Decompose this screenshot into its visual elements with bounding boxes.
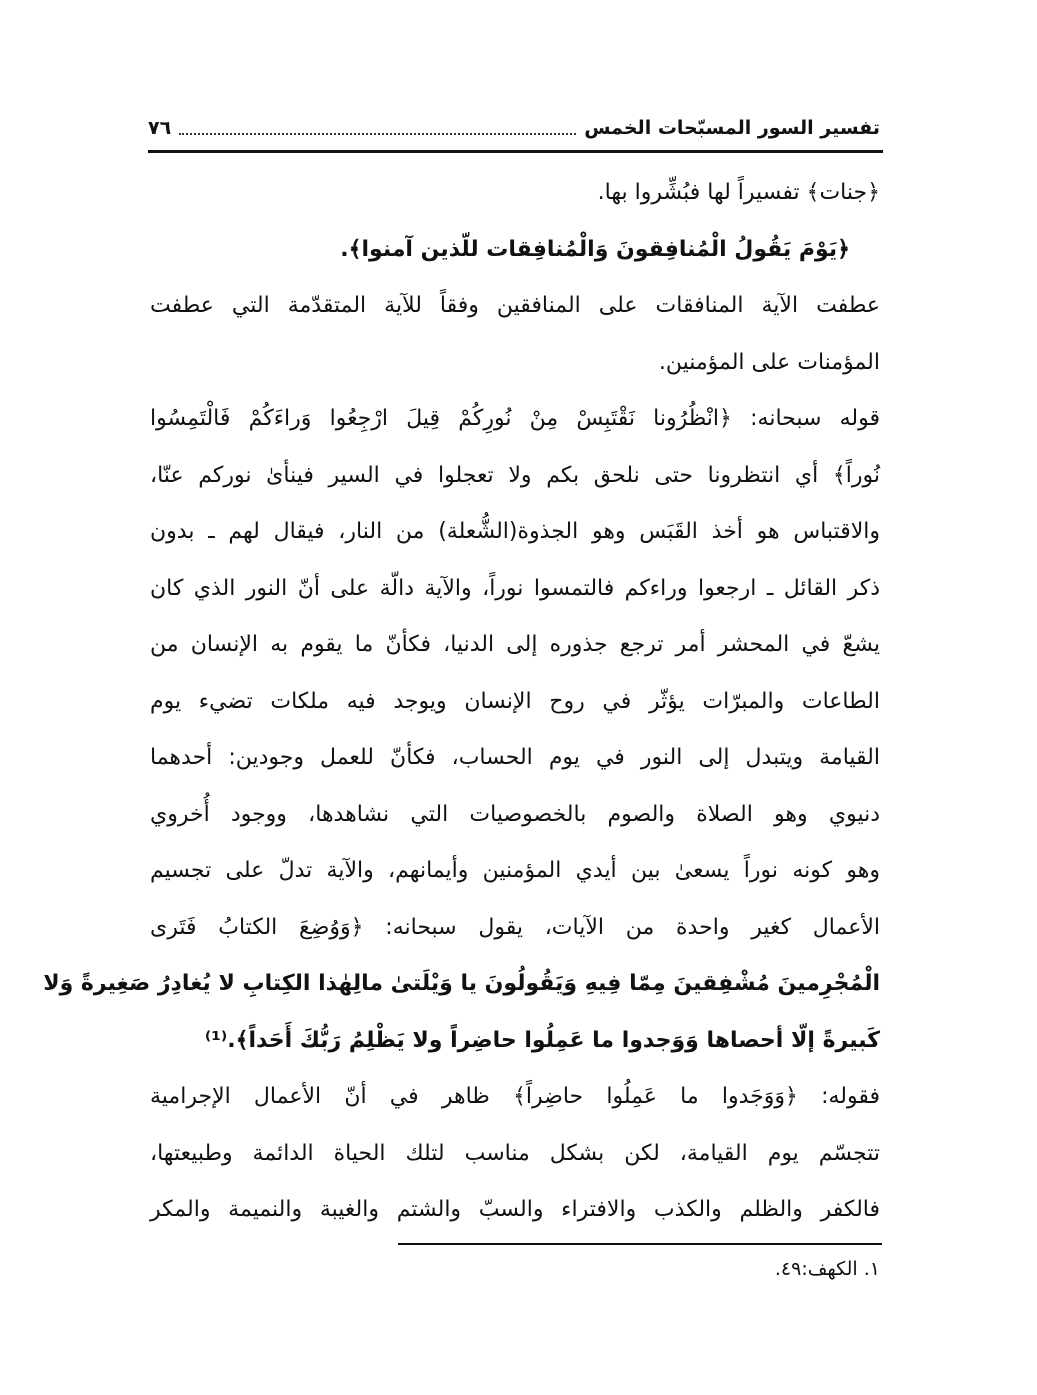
text-line: تتجسّم يوم القيامة، لكن بشكل مناسب لتلك الحياة الدائمة وطبيعتها، bbox=[150, 1140, 880, 1166]
header-rule bbox=[148, 150, 883, 153]
text-line: فالكفر والظلم والكذب والافتراء والسبّ والشتم والغيبة والنميمة والمكر bbox=[150, 1197, 880, 1222]
text-line: المؤمنات على المؤمنين. bbox=[658, 349, 880, 375]
text-line: الأعمال كغير واحدة من الآيات، يقول سبحانه: ﴿وَوُضِعَ الكتابُ فَتَرى bbox=[150, 914, 880, 940]
text-line: والاقتباس هو أخذ القَبَس وهو الجذوة(الشُّعلة) من النار، فيقال لهم ـ بدون bbox=[150, 519, 880, 544]
text-line: عطفت الآية المنافقات على المنافقين وفقاً للآية المتقدّمة التي عطفت bbox=[150, 293, 880, 318]
text-line: فقوله: ﴿وَوَجَدوا ما عَمِلُوا حاضِراً﴾ ظاهر في أنّ الأعمال الإجرامية bbox=[150, 1084, 880, 1109]
text-line: القيامة ويتبدل إلى النور في يوم الحساب، فكأنّ للعمل وجودين: أحدهما bbox=[150, 745, 880, 770]
text-line: الْمُجْرِمينَ مُشْفِقينَ مِمّا فِيهِ وَيَقُولُونَ يا وَيْلَتىٰ مالِهٰذا الكِتابِ لا يُغادِرُ صَغِيرةً وَلا bbox=[43, 971, 880, 996]
header-leader-dots bbox=[179, 133, 576, 135]
body-text bbox=[43, 165, 880, 1239]
text-line: ﴿يَوْمَ يَقُولُ الْمُنافِقونَ وَالْمُنافِقات للّذين آمنوا﴾. bbox=[340, 236, 850, 262]
text-line: وهو كونه نوراً يسعىٰ بين أيدي المؤمنين وأيمانهم، والآية تدلّ على تجسيم bbox=[150, 858, 880, 883]
text-line: يشعّ في المحشر أمر ترجع جذوره إلى الدنيا، فكأنّ ما يقوم به الإنسان من bbox=[150, 632, 880, 657]
text-line: الطاعات والمبرّات يؤثّر في روح الإنسان ويوجد فيه ملكات تضيء يوم bbox=[150, 688, 880, 714]
text-line: ذكر القائل ـ ارجعوا وراءكم فالتمسوا نوراً، والآية دالّة على أنّ النور الذي كان bbox=[150, 575, 880, 601]
footnote-rule bbox=[398, 1243, 882, 1245]
header-title: تفسير السور المسبّحات الخمس bbox=[584, 117, 880, 139]
text-line: دنيوي وهو الصلاة والصوم بالخصوصيات التي نشاهدها، ووجود أُخروي bbox=[150, 801, 880, 827]
text-line: نُوراً﴾ أي انتظرونا حتى نلحق بكم ولا تعجلوا في السير فينأىٰ نوركم عنّا، bbox=[150, 462, 880, 488]
running-header bbox=[148, 108, 880, 148]
text-line: كَبيرةً إلّا أحصاها وَوَجدوا ما عَمِلُوا حاضِراً ولا يَظْلِمُ رَبُّكَ أَحَداً﴾.⁽¹⁾ bbox=[204, 1027, 880, 1053]
text-line: ﴿جنات﴾ تفسيراً لها فبُشِّروا بها. bbox=[597, 180, 880, 205]
footnote: ١. الكهف:٤٩. bbox=[774, 1258, 880, 1280]
page-number: ٧٦ bbox=[148, 117, 172, 139]
text-line: قوله سبحانه: ﴿انْظُرُونا نَقْتَبِسْ مِنْ نُورِكُمْ قِيلَ ارْجِعُوا وَراءَكُمْ فَالْتَمِسُوا bbox=[150, 406, 880, 431]
